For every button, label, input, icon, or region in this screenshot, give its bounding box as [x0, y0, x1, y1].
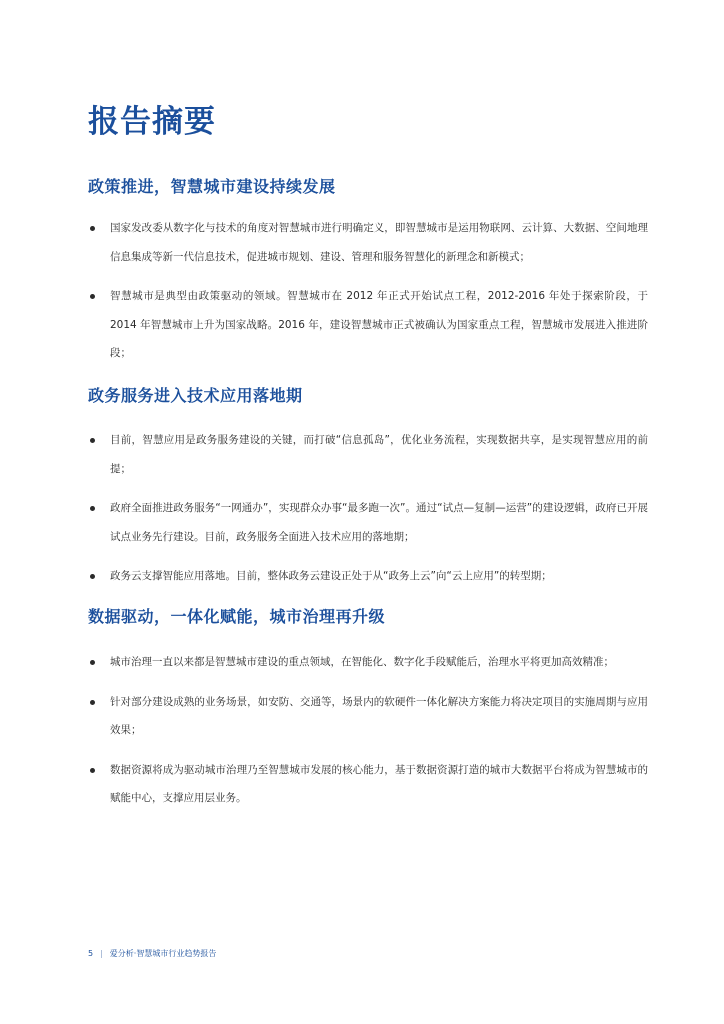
- page-number: 5: [88, 949, 94, 958]
- bullet-icon: [90, 700, 95, 705]
- bullet-list-policy: [88, 214, 648, 368]
- bullet-icon: [90, 574, 95, 579]
- list-item-text: 政务云支撑智能应用落地。目前，整体政务云建设正处于从“政务上云”向“云上应用”的转型期；: [110, 570, 552, 582]
- bullet-icon: [90, 226, 95, 231]
- list-item-text: 数据资源将成为驱动城市治理乃至智慧城市发展的核心能力，基于数据资源打造的城市大数据平台将成为智慧城市的赋能中心，支撑应用层业务。: [110, 763, 648, 804]
- section-heading-policy: 政策推进，智慧城市建设持续发展: [88, 177, 336, 196]
- list-item: [88, 756, 648, 813]
- list-item: [88, 562, 648, 591]
- list-item-text: 国家发改委从数字化与技术的角度对智慧城市进行明确定义，即智慧城市是运用物联网、云计算、大数据、空间地理信息集成等新一代信息技术，促进城市规划、建设、管理和服务智慧化的新理念和新模式；: [110, 222, 648, 263]
- bullet-list-gov-services: [88, 426, 648, 591]
- list-item-text: 目前，智慧应用是政务服务建设的关键，而打破“信息孤岛”，优化业务流程，实现数据共享，是实现智慧应用的前提；: [110, 434, 648, 475]
- section-heading-data-driven: 数据驱动，一体化赋能，城市治理再升级: [88, 607, 386, 626]
- bullet-icon: [90, 438, 95, 443]
- list-item-text: 智慧城市是典型由政策驱动的领域。智慧城市在 2012 年正式开始试点工程，2012-2016 年处于探索阶段，于 2014 年智慧城市上升为国家战略。2016 年，建设智慧城市正式被确认为国家重点工程，智慧城市发展进入推进阶段；: [110, 290, 648, 359]
- list-item: [88, 688, 648, 745]
- list-item: [88, 494, 648, 551]
- list-item: [88, 214, 648, 271]
- list-item: [88, 426, 648, 483]
- page-title: 报告摘要: [88, 104, 216, 140]
- list-item: [88, 648, 648, 677]
- list-item: [88, 282, 648, 368]
- list-item-text: 针对部分建设成熟的业务场景，如安防、交通等，场景内的软硬件一体化解决方案能力将决定项目的实施周期与应用效果；: [110, 695, 648, 736]
- footer-separator: |: [100, 949, 103, 958]
- list-item-text: 政府全面推进政务服务“一网通办”，实现群众办事“最多跑一次”。通过“试点—复制—运营”的建设逻辑，政府已开展试点业务先行建设。目前，政务服务全面进入技术应用的落地期；: [110, 502, 648, 543]
- bullet-icon: [90, 294, 95, 299]
- footer-source: 爱分析·智慧城市行业趋势报告: [109, 949, 217, 958]
- bullet-icon: [90, 768, 95, 773]
- page-footer: [88, 947, 216, 961]
- section-heading-gov-services: 政务服务进入技术应用落地期: [88, 386, 303, 405]
- bullet-icon: [90, 506, 95, 511]
- list-item-text: 城市治理一直以来都是智慧城市建设的重点领域，在智能化、数字化手段赋能后，治理水平将更加高效精准；: [110, 656, 614, 668]
- bullet-list-data-driven: [88, 648, 648, 813]
- bullet-icon: [90, 660, 95, 665]
